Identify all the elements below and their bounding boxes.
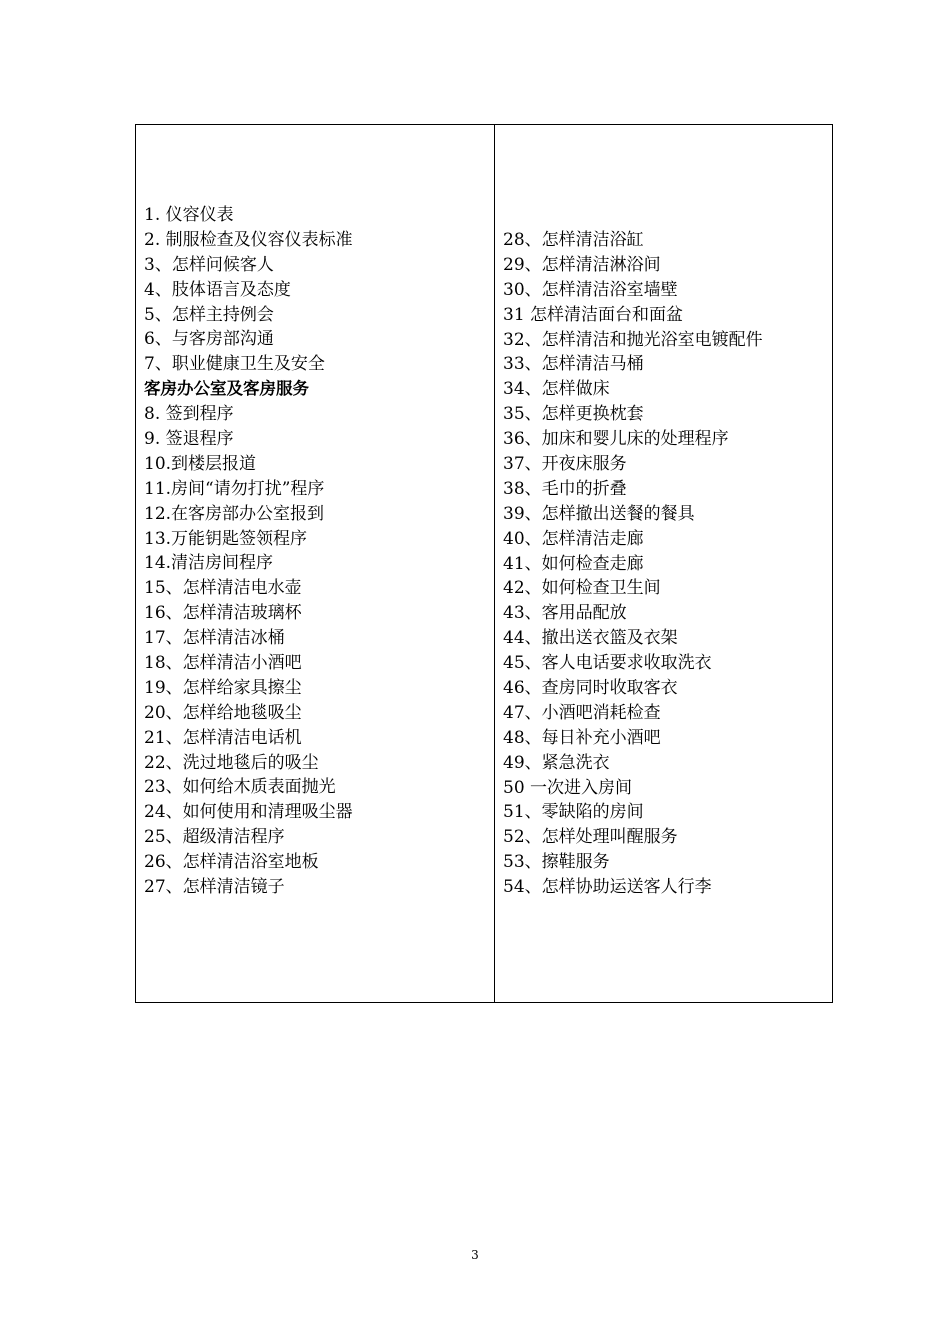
- toc-table: [135, 124, 833, 1003]
- toc-item: 33、怎样清洁马桶: [503, 354, 644, 375]
- toc-item: 7、职业健康卫生及安全: [144, 354, 325, 375]
- toc-item: 23、如何给木质表面抛光: [144, 777, 336, 798]
- toc-item: 27、怎样清洁镜子: [144, 877, 285, 898]
- toc-item: 21、怎样清洁电话机: [144, 727, 302, 748]
- toc-item: 6、与客房部沟通: [144, 329, 274, 350]
- toc-item: 32、怎样清洁和抛光浴室电镀配件: [503, 329, 763, 350]
- toc-item: 30、怎样清洁浴室墙壁: [503, 279, 678, 300]
- toc-item: 14.清洁房间程序: [144, 553, 274, 574]
- toc-item: 31 怎样清洁面台和面盆: [503, 304, 684, 325]
- toc-item: 8. 签到程序: [144, 404, 234, 425]
- toc-item: 17、怎样清洁冰桶: [144, 628, 285, 649]
- toc-left-column: [144, 125, 489, 900]
- toc-item: 15、怎样清洁电水壶: [144, 578, 302, 599]
- toc-item: 13.万能钥匙签领程序: [144, 528, 308, 549]
- toc-item: 46、查房同时收取客衣: [503, 678, 678, 699]
- toc-right-column: [503, 125, 828, 900]
- toc-item: 12.在客房部办公室报到: [144, 503, 325, 524]
- toc-item: 54、怎样协助运送客人行李: [503, 877, 712, 898]
- toc-item: 3、怎样问候客人: [144, 254, 274, 275]
- toc-item: 9. 签退程序: [144, 429, 234, 450]
- toc-item: 50 一次进入房间: [503, 777, 633, 798]
- toc-item: 16、怎样清洁玻璃杯: [144, 603, 302, 624]
- toc-item: 37、开夜床服务: [503, 454, 627, 475]
- toc-item: 11.房间“请勿打扰”程序: [144, 478, 325, 499]
- toc-item: 45、客人电话要求收取洗衣: [503, 653, 712, 674]
- page-number: 3: [471, 1248, 479, 1262]
- toc-item: 26、怎样清洁浴室地板: [144, 852, 319, 873]
- toc-item: 18、怎样清洁小酒吧: [144, 653, 302, 674]
- toc-item: 39、怎样撤出送餐的餐具: [503, 503, 695, 524]
- toc-item: 47、小酒吧消耗检查: [503, 702, 661, 723]
- toc-section-heading: 客房办公室及客房服务: [144, 379, 309, 399]
- toc-item: 5、怎样主持例会: [144, 304, 274, 325]
- toc-item: 25、超级清洁程序: [144, 827, 285, 848]
- toc-item: 4、肢体语言及态度: [144, 279, 291, 300]
- toc-item: 28、怎样清洁浴缸: [503, 230, 644, 250]
- toc-item: 38、毛巾的折叠: [503, 478, 627, 499]
- toc-item: 41、如何检查走廊: [503, 553, 644, 574]
- toc-item: 42、如何检查卫生间: [503, 578, 661, 599]
- toc-item: 48、每日补充小酒吧: [503, 727, 661, 748]
- toc-item: 2. 制服检查及仪容仪表标准: [144, 229, 353, 250]
- toc-item: 40、怎样清洁走廊: [503, 528, 644, 549]
- toc-item: 1. 仪容仪表: [144, 205, 234, 225]
- toc-item: 49、紧急洗衣: [503, 752, 610, 773]
- toc-item: 10.到楼层报道: [144, 453, 257, 474]
- toc-item: 52、怎样处理叫醒服务: [503, 827, 678, 848]
- column-divider: [494, 125, 495, 1002]
- toc-item: 53、擦鞋服务: [503, 852, 610, 873]
- toc-item: 19、怎样给家具擦尘: [144, 677, 302, 698]
- toc-item: 35、怎样更换枕套: [503, 404, 644, 425]
- toc-item: 43、客用品配放: [503, 603, 627, 624]
- toc-item: 34、怎样做床: [503, 379, 610, 400]
- toc-item: 22、洗过地毯后的吸尘: [144, 752, 319, 773]
- toc-item: 36、加床和婴儿床的处理程序: [503, 429, 729, 450]
- toc-item: 20、怎样给地毯吸尘: [144, 702, 302, 723]
- toc-item: 44、撤出送衣篮及衣架: [503, 628, 678, 649]
- toc-item: 51、零缺陷的房间: [503, 802, 644, 823]
- toc-item: 29、怎样清洁淋浴间: [503, 254, 661, 275]
- toc-item: 24、如何使用和清理吸尘器: [144, 802, 353, 823]
